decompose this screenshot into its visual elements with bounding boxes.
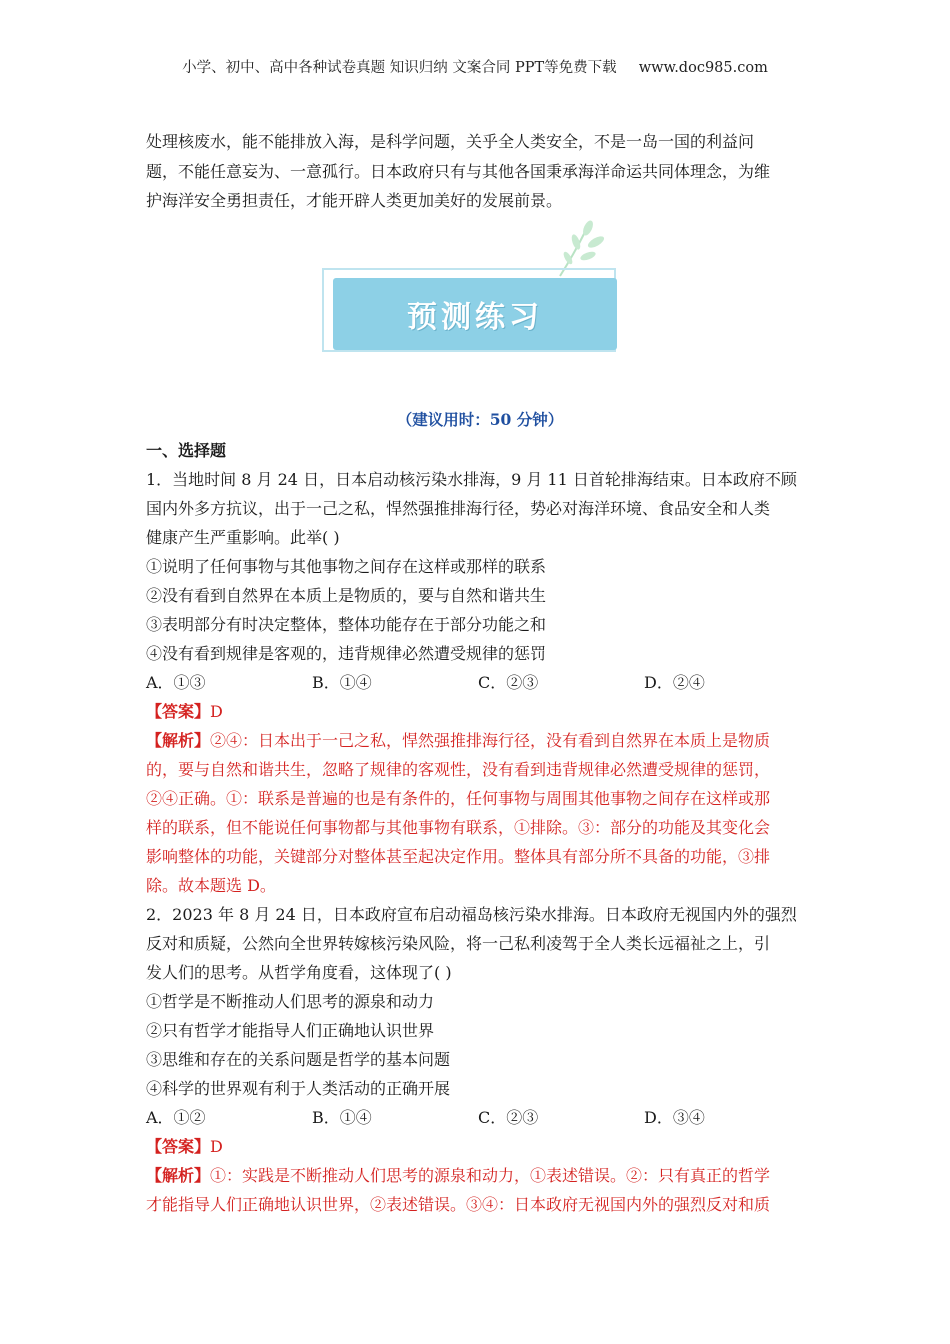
q2-item: ②只有哲学才能指导人们正确地认识世界 (146, 1020, 435, 1040)
section-banner (330, 234, 630, 394)
q1-stem-line: 国内外多方抗议，出于一己之私，悍然强推排海行径，势必对海洋环境、食品安全和人类 (146, 498, 771, 518)
q1-answer-value: D (210, 701, 223, 721)
intro-line: 护海洋安全勇担责任，才能开辟人类更加美好的发展前景。 (146, 191, 563, 210)
q1-options (146, 668, 814, 697)
intro-line: 题，不能任意妄为、一意孤行。日本政府只有与其他各国秉承海洋命运共同体理念，为维 (146, 161, 771, 181)
q1-item: ③表明部分有时决定整体，整体功能存在于部分功能之和 (146, 614, 547, 634)
q2-stem-line: 反对和质疑，公然向全世界转嫁核污染风险，将一己私利凌驾于全人类长远福祉之上，引 (146, 933, 771, 953)
time-hint: （建议用时：50 分钟） (396, 409, 564, 429)
q1-option-c: C．②③ (478, 672, 539, 692)
document-body (146, 127, 814, 1219)
section-title: 一、选择题 (146, 440, 227, 460)
q2-option-c: C．②③ (478, 1107, 539, 1127)
q2-analysis-tag: 【解析】 (146, 1165, 211, 1185)
q1-analysis-line: 除。故本题选 D。 (146, 875, 276, 895)
q2-analysis-line: 才能指导人们正确地认识世界，②表述错误。③④：日本政府无视国内外的强烈反对和质 (146, 1194, 771, 1214)
q1-option-d: D．②④ (644, 672, 705, 692)
q1-analysis-line: 样的联系，但不能说任何事物都与其他事物有联系，①排除。③：部分的功能及其变化会 (146, 817, 771, 837)
intro-paragraph (146, 127, 814, 216)
banner-title: 预测练习 (407, 299, 543, 335)
q1-item: ④没有看到规律是客观的，违背规律必然遭受规律的惩罚 (146, 643, 547, 663)
question-2 (146, 900, 814, 1219)
question-1 (146, 465, 814, 900)
q2-option-d: D．③④ (644, 1107, 705, 1127)
q2-stem-line: 2．2023 年 8 月 24 日，日本政府宣布启动福岛核污染水排海。日本政府无视国内外的强烈 (146, 904, 797, 924)
q2-answer-value: D (210, 1136, 223, 1156)
q1-item: ②没有看到自然界在本质上是物质的，要与自然和谐共生 (146, 585, 547, 605)
q1-stem-line: 健康产生严重影响。此举( ) (146, 527, 340, 547)
q1-answer-tag: 【答案】 (146, 701, 211, 721)
q2-answer-tag: 【答案】 (146, 1136, 211, 1156)
q2-item: ③思维和存在的关系问题是哲学的基本问题 (146, 1049, 451, 1069)
q2-item: ④科学的世界观有利于人类活动的正确开展 (146, 1078, 451, 1098)
banner-box (333, 278, 617, 350)
q1-analysis-text: ②④：日本出于一己之私，悍然强推排海行径，没有看到自然界在本质上是物质 (210, 730, 771, 750)
q1-stem-line: 1．当地时间 8 月 24 日，日本启动核污染水排海，9 月 11 日首轮排海结束。日本政府不顾 (146, 469, 797, 489)
q1-option-a: A．①③ (146, 672, 206, 692)
q2-analysis-line (146, 1161, 814, 1190)
q1-option-b: B．①④ (312, 672, 372, 692)
q2-options (146, 1103, 814, 1132)
q1-analysis-line (146, 726, 814, 755)
header-url[interactable]: www.doc985.com (638, 60, 768, 76)
q1-analysis-line: 影响整体的功能，关键部分对整体甚至起决定作用。整体具有部分所不具备的功能，③排 (146, 846, 771, 866)
q2-answer (146, 1132, 814, 1161)
page-header (0, 56, 950, 77)
q1-analysis-tag: 【解析】 (146, 730, 211, 750)
header-text: 小学、初中、高中各种试卷真题 知识归纳 文案合同 PPT等免费下载 (182, 60, 617, 76)
q2-item: ①哲学是不断推动人们思考的源泉和动力 (146, 991, 435, 1011)
q2-option-b: B．①④ (312, 1107, 372, 1127)
q2-stem-line: 发人们的思考。从哲学角度看，这体现了( ) (146, 962, 452, 982)
q2-option-a: A．①② (146, 1107, 206, 1127)
q1-analysis-line: 的，要与自然和谐共生，忽略了规律的客观性，没有看到违背规律必然遭受规律的惩罚， (146, 759, 771, 779)
intro-line: 处理核废水，能不能排放入海，是科学问题，关乎全人类安全，不是一岛一国的利益问 (146, 132, 755, 151)
q1-answer (146, 697, 814, 726)
q2-analysis-text: ①：实践是不断推动人们思考的源泉和动力，①表述错误。②：只有真正的哲学 (210, 1165, 771, 1185)
q1-item: ①说明了任何事物与其他事物之间存在这样或那样的联系 (146, 556, 547, 576)
q1-analysis-line: ②④正确。①：联系是普遍的也是有条件的，任何事物与周围其他事物之间存在这样或那 (146, 788, 771, 808)
